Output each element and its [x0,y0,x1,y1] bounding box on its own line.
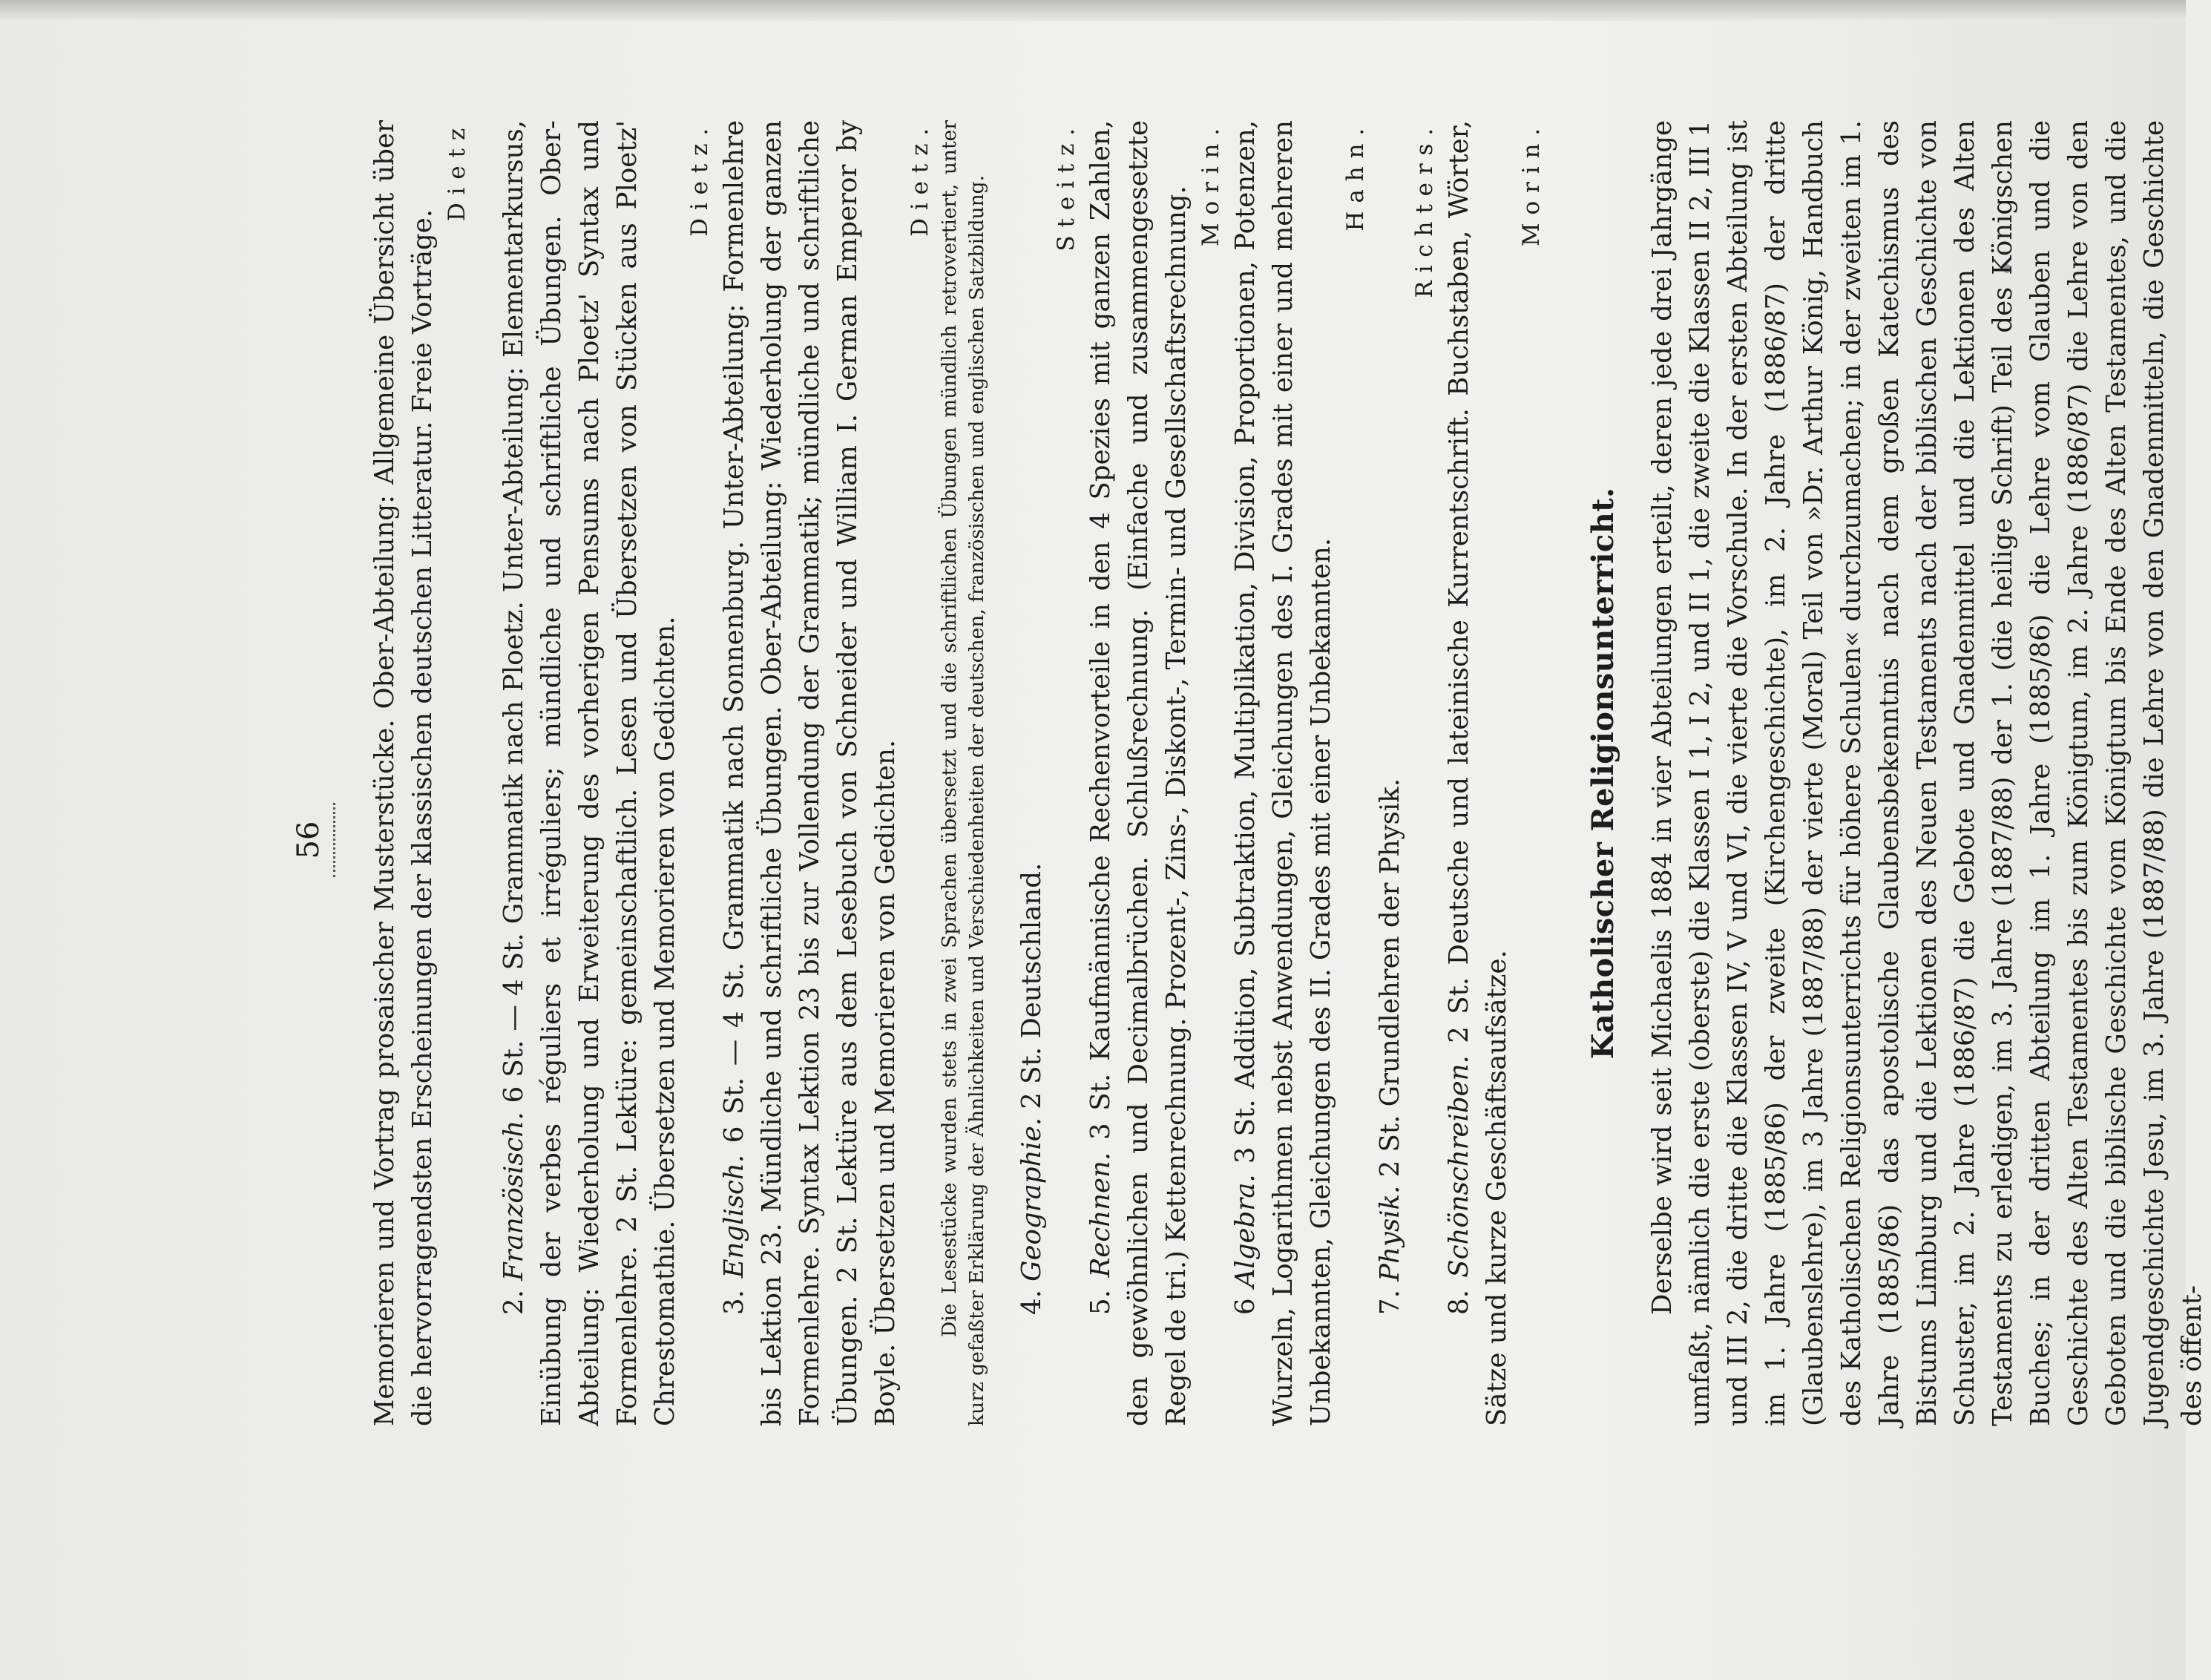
section-subject: Rechnen. [1085,1152,1116,1278]
section-subject: Französisch. [499,1112,529,1281]
section-text: 3 St. Kaufmännische Rechenvorteile in den 4 Spezies mit ganzen Zahlen, den gewöhnlichen und Decimalbrüchen. Schlußrechnung. (Einfache und zusammengesetzte Regel de tri.) Kettenrechnung. Prozent-, Zins-, Diskont-, Termin- und Gesellschaftsrechnung. [1085,120,1192,1426]
section-text: 3 St. Addition, Subtraktion, Multiplikation, Division, Proportionen, Potenzen, Wurzeln, Logarithmen nebst Anwendungen, Gleichungen des I. Grades mit einer und mehreren Unbekannten, Gleichungen des II. Grades mit einer Unbekannten. [1230,120,1336,1426]
section-number: 7. [1375,1290,1405,1315]
section-subject: Physik. [1375,1185,1405,1282]
section-subject: Schönschreiben. [1444,1055,1474,1278]
section-text: 6 St. — 4 St. Grammatik nach Ploetz. Unter-Abteilung: Elementarkursus, Einübung der verbes réguliers et irréguliers; mündliche und schriftliche Übungen. Ober-Abteilung: Wiederholung und Erweiterung des vorherigen Pensums nach Ploetz' Syntax und Formenlehre. 2 St. Lektüre: gemeinschaftlich. Lesen und Übersetzen von Stücken aus Ploetz' Chrestomathie. Übersetzen und Memorieren von Gedichten. [499,120,680,1426]
section-physics [1371,120,1409,1426]
section-number: 6 [1230,1298,1261,1315]
paragraph-continuation: Memorieren und Vortrag prosaischer Musterstücke. Ober-Abteilung: Allgemeine Übersicht über die hervorragendsten Erscheinungen der klassischen deutschen Litteratur. Freie Vorträge. [369,120,438,1426]
section-geography [1013,120,1051,1426]
scan-edge-shadow [0,0,2186,21]
section-number: 2. [499,1290,529,1315]
teacher-name: Morin. [1198,120,1224,247]
section-text: 6 St. — 4 St. Grammatik nach Sonnenburg. Unter-Abteilung: Formenlehre bis Lektion 23. Mündliche und schriftliche Übungen. Ober-Abteilung: Wiederholung der ganzen Formenlehre. Syntax Lektion 23 bis zur Vollendung der Grammatik; mündliche und schriftliche Übungen. 2 St. Lektüre aus dem Lesebuch von Schneider und William I. German Emperor by Boyle. Übersetzen und Memorieren von Gedichten. [719,120,901,1426]
rotated-document-page [203,120,2207,1538]
section-number: 4. [1016,1290,1047,1315]
teacher-name: Dietz. [907,120,933,237]
section-subject: Algebra. [1230,1174,1261,1288]
section-subject: Englisch. [719,1154,749,1279]
teacher-name: Richters. [1411,120,1438,298]
section-number: 8. [1444,1290,1474,1315]
document-body [366,120,2211,1426]
section-arithmetic [1082,120,1195,1426]
section-penmanship [1440,120,1516,1426]
religion-paragraph: Derselbe wird seit Michaelis 1884 in vier Abteilungen erteilt, deren jede drei Jahrgänge umfaßt, nämlich die erste (oberste) die Klassen I 1, I 2, und II 1, die zweite die Klassen II 2, III 1 und III 2, die dritte die Klassen IV, V und VI, die vierte die Vorschule. In der ersten Abteilung ist im 1. Jahre (1885/86) der zweite (Kirchengeschichte), im 2. Jahre (1886/87) der dritte (Glaubenslehre), im 3 Jahre (1887/88) der vierte (Moral) Teil von »Dr. Arthur König, Handbuch des Katholischen Religionsunterrichts für höhere Schulen« durchzumachen; in der zweiten im 1. Jahre (1885/86) das apostolische Glaubensbekenntnis nach dem großen Katechismus des Bistums Limburg und die Lektionen des Neuen Testaments nach der biblischen Geschichte von Schuster, im 2. Jahre (1886/87) die Gebote und Gnadenmittel und die Lektionen des Alten Testaments zu erledigen, im 3. Jahre (1887/88) der 1. (die heilige Schrift) Teil des Königschen Buches; in der dritten Abteilung im 1. Jahre (1885/86) die Lehre vom Glauben und die Geschichte des Alten Testamentes bis zum Königtum, im 2. Jahre (1886/87) die Lehre von den Geboten und die biblische Geschichte vom Königtum bis Ende des Alten Testamentes, und die Jugendgeschichte Jesu, im 3. Jahre (1887/88) die Lehre von den Gnadenmitteln, die Geschichte des öffent- [1647,120,2207,1426]
teacher-name: Morin. [1518,120,1545,247]
section-number: 5. [1085,1290,1116,1315]
section-english [715,120,904,1426]
teacher-name: Dietz [444,120,470,222]
teacher-name: Steitz. [1053,120,1080,252]
teacher-name: Dietz. [686,120,713,237]
section-text: 2 St. Deutsche und lateinische Kurrentschrift. Buchstaben, Wörter, Sätze und kurze Geschäftsaufsätze. [1444,120,1512,1426]
section-subject: Geographie. [1016,1117,1047,1282]
teacher-name: Hahn. [1342,120,1369,232]
section-number: 3. [719,1290,749,1315]
section-note: Die Lesestücke wurden stets in zwei Sprachen übersetzt und die schriftlichen Übungen mündlich retrovertiert, unter kurz gefaßter Erklärung der Ähnlichkeiten und Verschiedenheiten der deutschen, französischen und englischen Satzbildung. [938,120,988,1426]
page-number: 56 [292,821,326,859]
section-algebra [1226,120,1340,1426]
section-heading: Katholischer Religionsunterricht. [1586,487,1620,1060]
page-number-ornament [326,803,335,877]
section-text: 2 St. Grundlehren der Physik. [1375,778,1405,1178]
section-french [495,120,684,1426]
section-text: 2 St. Deutschland. [1016,862,1047,1109]
